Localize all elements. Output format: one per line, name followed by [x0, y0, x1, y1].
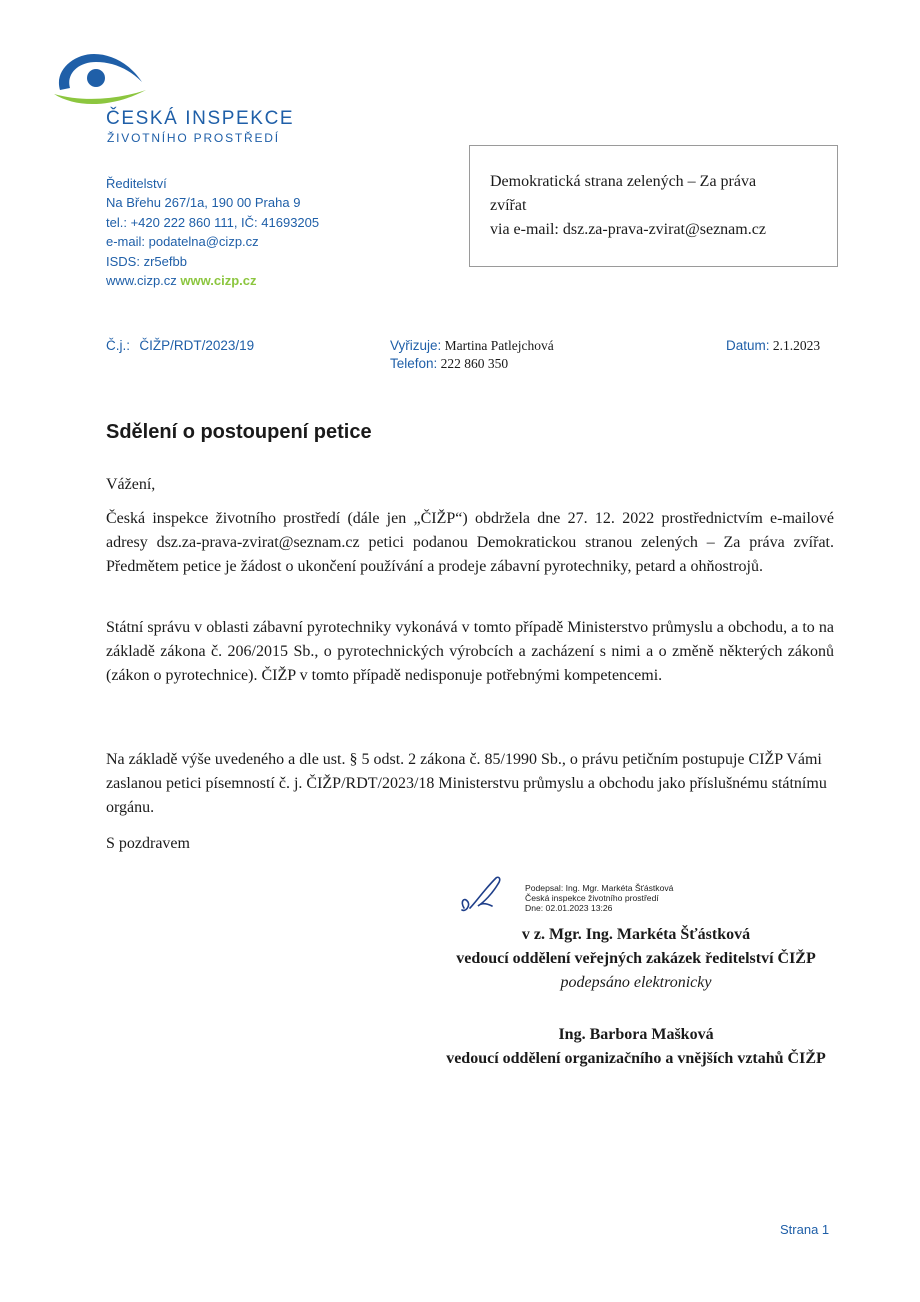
signatory-1-note: podepsáno elektronicky [560, 974, 712, 991]
sender-phone: tel.: +420 222 860 111, IČ: 41693205 [106, 214, 320, 230]
closing: S pozdravem [106, 835, 190, 852]
date-block [726, 337, 820, 355]
paragraph-1: Česká inspekce životního prostředí (dále jen „ČIŽP“) obdržela dne 27. 12. 2022 prostřednictvím e-mailové adresy dsz.za-prava-zvirat@seznam.cz petici podanou Demokratickou stranou zelených – Za práva zvířat. Předmětem petice je žádost o ukončení používání a prodeje zábavní pyrotechniky, petard a ohňostrojů. [106, 510, 834, 575]
recipient-line-1: Demokratická strana zelených – Za práva [490, 173, 757, 190]
recipient-line-3: via e-mail: dsz.za-prava-zvirat@seznam.cz [490, 221, 766, 238]
reference-value: ČIŽP/RDT/2023/19 [139, 338, 255, 353]
signatory-2-role: vedoucí oddělení organizačního a vnějších vztahů ČIŽP [446, 1050, 826, 1067]
reference-number [106, 337, 254, 355]
sender-email[interactable]: e-mail: podatelna@cizp.cz [106, 234, 259, 250]
handler-block [390, 337, 554, 373]
sender-web-link-bold[interactable]: www.cizp.cz [180, 273, 257, 289]
sender-block [106, 174, 319, 290]
sender-isds: ISDS: zr5efbb [106, 253, 187, 269]
esign-organization: Česká inspekce životního prostředí [525, 893, 659, 903]
sender-web-row [106, 271, 319, 290]
sender-web-link[interactable]: www.cizp.cz [106, 273, 177, 289]
esign-signed-by: Podepsal: Ing. Mgr. Markéta Šťástková [525, 883, 674, 893]
signatory-1-role: vedoucí oddělení veřejných zakázek ředitelství ČIŽP [456, 950, 816, 967]
eye-swoosh-logo-icon [52, 50, 148, 112]
date-value: 2.1.2023 [772, 338, 821, 353]
logo-subtitle: ŽIVOTNÍHO PROSTŘEDÍ [107, 131, 280, 145]
paragraph-3: Na základě výše uvedeného a dle ust. § 5 odst. 2 zákona č. 85/1990 Sb., o právu petičním postupuje CIŽP Vámi zaslanou petici písemností č. j. ČIŽP/RDT/2023/18 Ministerstvu průmyslu a obchodu jako příslušnému státnímu orgánu. [106, 751, 827, 816]
handler-label: Vyřizuje: [390, 338, 442, 353]
page-number: Strana 1 [780, 1222, 830, 1237]
signatory-2-name: Ing. Barbora Mašková [558, 1026, 714, 1043]
handler-phone-label: Telefon: [390, 356, 438, 371]
handler-phone-value: 222 860 350 [440, 356, 509, 371]
salutation: Vážení, [106, 476, 156, 493]
esign-date: Dne: 02.01.2023 13:26 [525, 903, 613, 913]
handler-value: Martina Patlejchová [444, 338, 554, 353]
logo-title: ČESKÁ INSPEKCE [106, 108, 295, 129]
paragraph-2: Státní správu v oblasti zábavní pyrotechniky vykonává v tomto případě Ministerstvo průmyslu a obchodu, a to na základě zákona č. 206/2015 Sb., o pyrotechnických výrobcích a zacházení s nimi a o změně některých zákonů (zákon o pyrotechnice). ČIŽP v tomto případě nedisponuje potřebnými kompetencemi. [106, 619, 834, 684]
reference-label: Č.j.: [106, 338, 131, 353]
recipient-line-2: zvířat [490, 197, 527, 214]
date-label: Datum: [726, 338, 770, 353]
document-title: Sdělení o postoupení petice [106, 421, 372, 443]
electronic-signature-info [525, 883, 673, 913]
signatory-1-name: v z. Mgr. Ing. Markéta Šťástková [521, 926, 751, 943]
sender-address: Na Břehu 267/1a, 190 00 Praha 9 [106, 195, 301, 211]
sender-name: Ředitelství [106, 176, 167, 191]
recipient-address-box [469, 145, 838, 267]
handwritten-signature-icon [458, 872, 506, 916]
